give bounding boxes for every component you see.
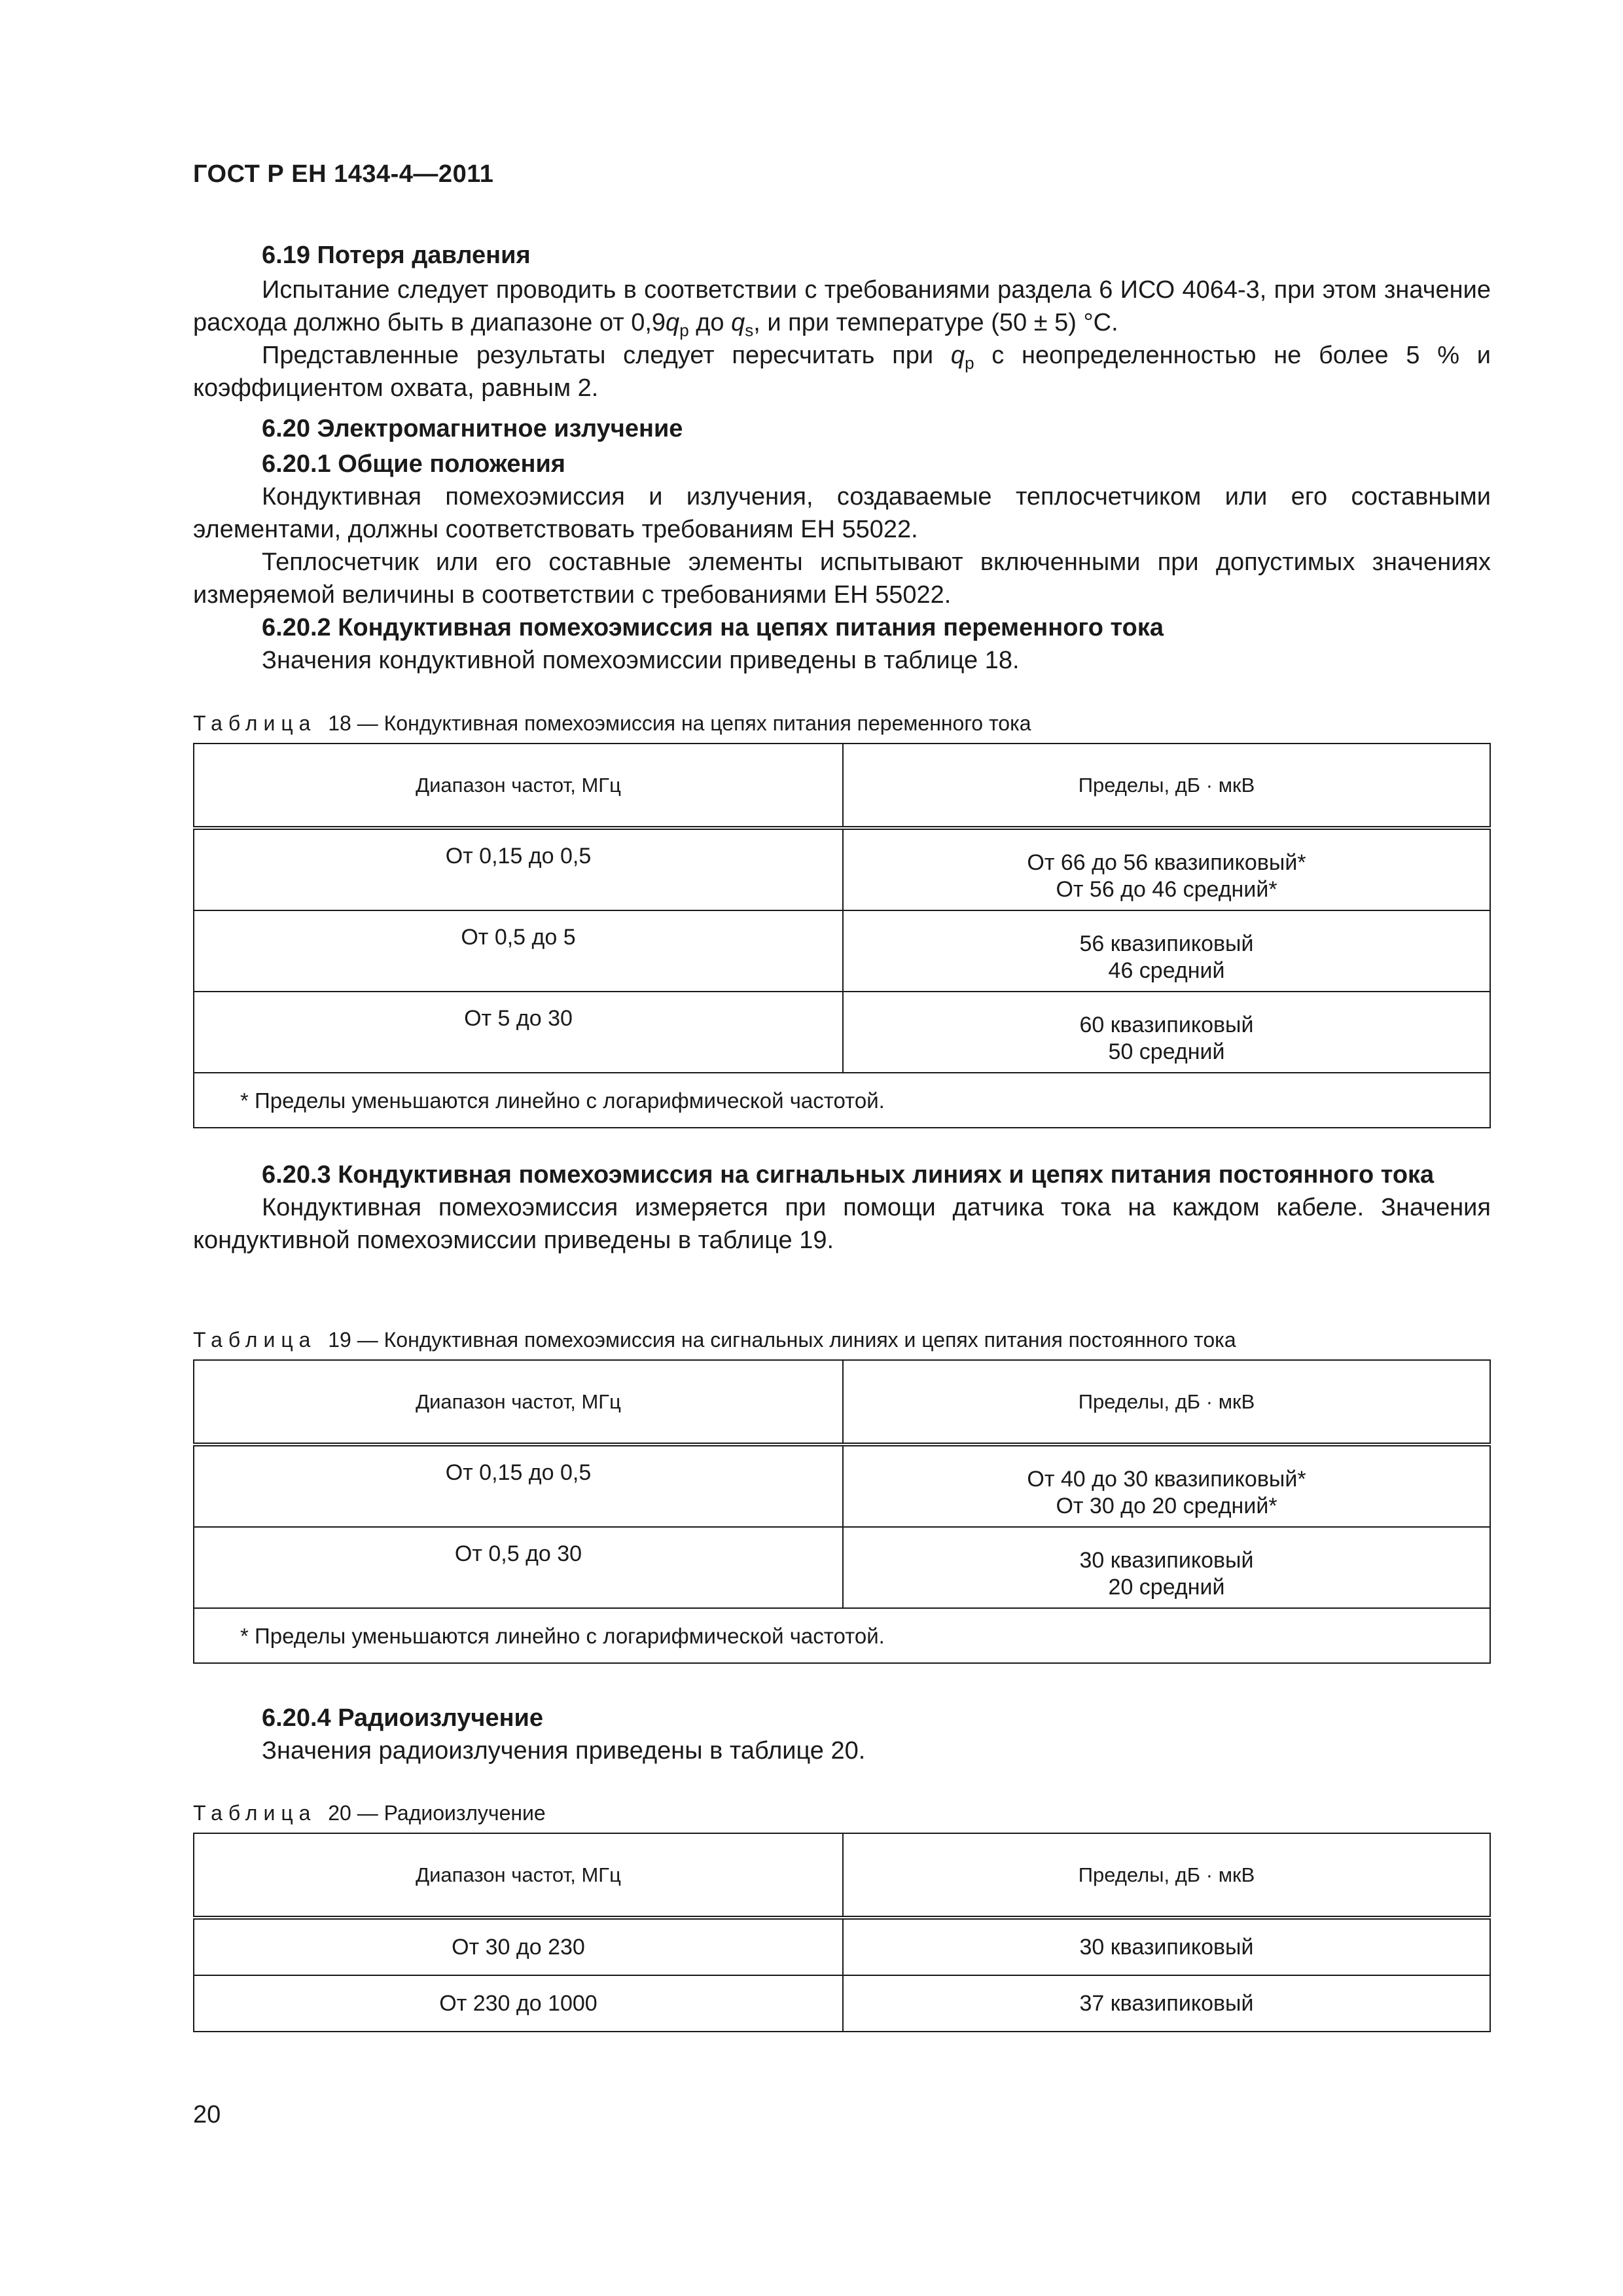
cell-text: От 40 до 30 квазипиковый* [1027, 1467, 1306, 1492]
table-cell: 37 квазипиковый [843, 1975, 1490, 2032]
section-heading: 6.20 Электромагнитное излучение [262, 415, 683, 442]
paragraph: Кондуктивная помехоэмиссия и излучения, создаваемые теплосчетчиком или его составными элементами, должны соответствовать требованиям ЕН 55022. [193, 483, 1491, 543]
table-cell: От 30 до 230 [194, 1918, 843, 1975]
subsection-heading: 6.20.1 Общие положения [262, 450, 565, 478]
text-run: с неопределенностью не более 5 % и коэффициентом охвата, равным 2. [193, 342, 1491, 402]
subsection-heading: 6.20.3 Кондуктивная помехоэмиссия на сигнальных линиях и цепях питания постоянного тока [262, 1161, 1435, 1189]
column-header: Пределы, дБ · мкВ [843, 744, 1490, 828]
table-note-row [194, 1073, 1490, 1128]
symbol-q: q [731, 309, 745, 336]
paragraph: Теплосчетчик или его составные элементы испытывают включенными при допустимых значениях измеряемой величины в соответствии с требованиями ЕН 55022. [193, 548, 1491, 609]
caption-label: Таблица [193, 1801, 317, 1825]
cell-text: 56 квазипиковый [1079, 931, 1254, 956]
paragraph [193, 274, 1491, 339]
cell-text: От 0,15 до 0,5 [445, 844, 592, 869]
cell-text: От 0,15 до 0,5 [445, 1460, 592, 1485]
table-row [194, 1918, 1490, 1975]
cell-text: От 30 до 20 средний* [1056, 1494, 1277, 1518]
cell-text: От 66 до 56 квазипиковый* [1027, 850, 1306, 875]
text-run: Представленные результаты следует пересчитать при [262, 342, 951, 369]
table-cell [194, 1444, 843, 1527]
subscript: p [679, 320, 689, 340]
cell-text: 46 средний [1108, 958, 1225, 983]
document-header: ГОСТ Р ЕН 1434-4—2011 [193, 160, 494, 188]
symbol-q: q [666, 309, 680, 336]
table-row [194, 992, 1490, 1073]
table-cell [843, 992, 1490, 1073]
caption-text: 20 — Радиоизлучение [328, 1801, 546, 1825]
table-note-row [194, 1608, 1490, 1663]
table-cell [843, 910, 1490, 992]
table-footnote: * Пределы уменьшаются линейно с логарифмической частотой. [194, 1073, 1490, 1128]
table-header-row [194, 1833, 1490, 1918]
section-6-20-4 [193, 1702, 1491, 1767]
table-caption [193, 1327, 1491, 1353]
paragraph: Значения кондуктивной помехоэмиссии приведены в таблице 18. [262, 647, 1020, 674]
table-row [194, 828, 1490, 910]
cell-text: 60 квазипиковый [1079, 1013, 1254, 1037]
text-run: до [688, 309, 732, 336]
column-header: Пределы, дБ · мкВ [843, 1833, 1490, 1918]
table-20-block [193, 1800, 1491, 2032]
cell-text: От 5 до 30 [464, 1006, 573, 1031]
table-cell [194, 828, 843, 910]
caption-text: 18 — Кондуктивная помехоэмиссия на цепях питания переменного тока [328, 711, 1031, 735]
text-run: Испытание следует проводить в соответствии с требованиями раздела 6 ИСО 4064-3, при этом значение расхода должно быть в диапазоне от 0,9 [193, 276, 1491, 336]
section-heading: 6.19 Потеря давления [262, 242, 531, 269]
table-19 [193, 1359, 1491, 1664]
table-header-row [194, 744, 1490, 828]
table-cell [194, 1527, 843, 1608]
table-cell: 30 квазипиковый [843, 1918, 1490, 1975]
table-row [194, 1444, 1490, 1527]
cell-text: От 0,5 до 30 [454, 1541, 582, 1566]
paragraph: Кондуктивная помехоэмиссия измеряется при помощи датчика тока на каждом кабеле. Значения кондуктивной помехоэмиссии приведены в таблице 19. [193, 1194, 1491, 1254]
caption-label: Таблица [193, 1328, 317, 1352]
table-cell [194, 910, 843, 992]
column-header: Диапазон частот, МГц [194, 1360, 843, 1444]
cell-text: 20 средний [1108, 1575, 1225, 1600]
column-header: Пределы, дБ · мкВ [843, 1360, 1490, 1444]
table-18-block [193, 710, 1491, 1128]
section-6-20 [193, 412, 1491, 677]
caption-text: 19 — Кондуктивная помехоэмиссия на сигнальных линиях и цепях питания постоянного тока [328, 1328, 1236, 1352]
caption-label: Таблица [193, 711, 317, 735]
table-footnote: * Пределы уменьшаются линейно с логарифмической частотой. [194, 1608, 1490, 1663]
text-run: , и при температуре (50 ± 5) °С. [753, 309, 1118, 336]
table-18 [193, 743, 1491, 1128]
table-row [194, 1975, 1490, 2032]
table-cell [843, 1527, 1490, 1608]
table-cell: От 230 до 1000 [194, 1975, 843, 2032]
section-6-20-3 [193, 1158, 1491, 1257]
cell-text: 30 квазипиковый [1079, 1548, 1254, 1573]
section-6-19 [193, 239, 1491, 404]
subsection-heading: 6.20.2 Кондуктивная помехоэмиссия на цепях питания переменного тока [262, 614, 1164, 641]
cell-text: От 56 до 46 средний* [1056, 877, 1277, 902]
table-caption [193, 710, 1491, 736]
cell-text: 50 средний [1108, 1039, 1225, 1064]
subscript: p [965, 353, 974, 373]
column-header: Диапазон частот, МГц [194, 744, 843, 828]
table-cell [843, 828, 1490, 910]
table-cell [843, 1444, 1490, 1527]
table-19-block [193, 1327, 1491, 1664]
table-cell [194, 992, 843, 1073]
table-header-row [194, 1360, 1490, 1444]
table-20 [193, 1833, 1491, 2032]
table-row [194, 910, 1490, 992]
subsection-heading: 6.20.4 Радиоизлучение [262, 1704, 544, 1732]
paragraph: Значения радиоизлучения приведены в таблице 20. [262, 1737, 866, 1765]
column-header: Диапазон частот, МГц [194, 1833, 843, 1918]
subscript: s [745, 320, 754, 340]
cell-text: От 0,5 до 5 [461, 925, 576, 950]
symbol-q: q [950, 342, 965, 369]
page-number: 20 [193, 2101, 221, 2128]
table-caption [193, 1800, 1491, 1826]
paragraph [193, 339, 1491, 404]
table-row [194, 1527, 1490, 1608]
